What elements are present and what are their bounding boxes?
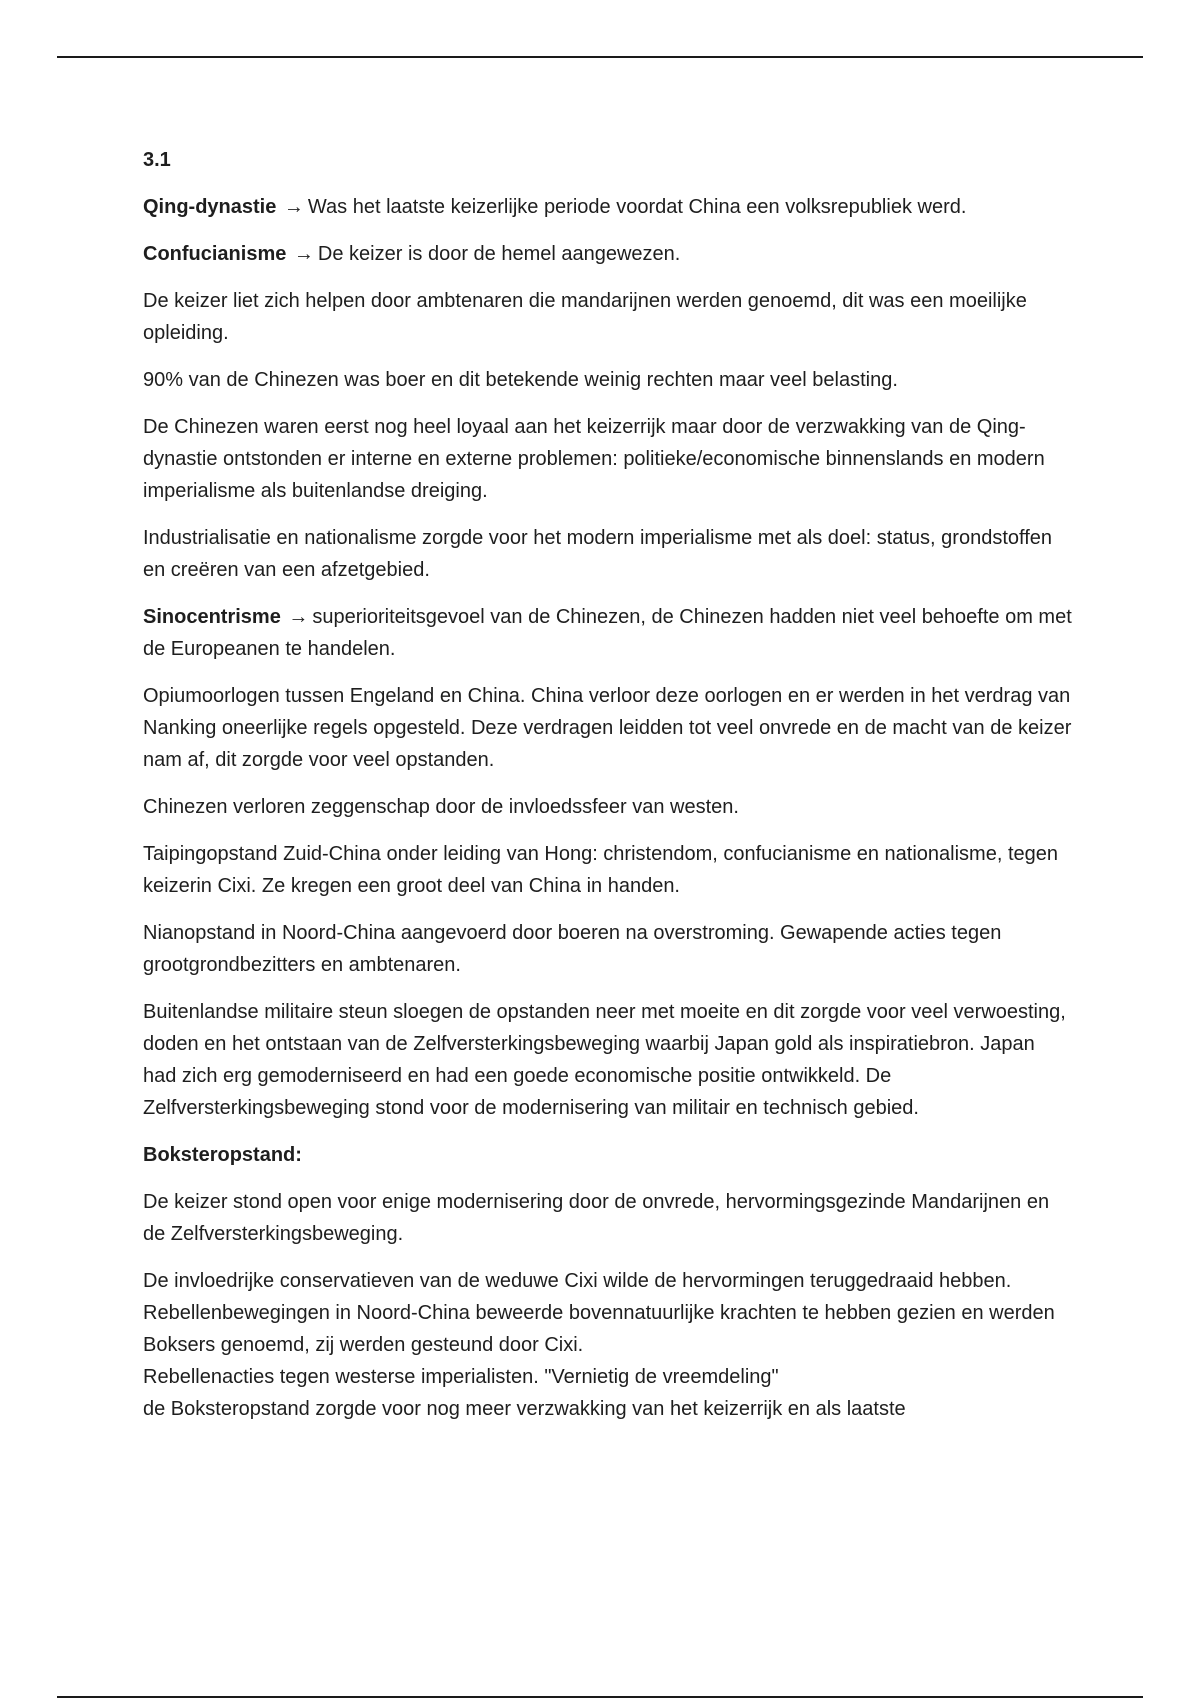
definition-text: Was het laatste keizerlijke periode voordat China een volksrepubliek werd. (307, 196, 967, 218)
boxer-heading: Boksteropstand: (143, 1144, 302, 1166)
paragraph-nianopstand: Nianopstand in Noord-China aangevoerd door boeren na overstroming. Gewapende acties tegen grootgrondbezitters en ambtenaren. (143, 922, 1002, 976)
paragraph-industrialisatie: Industrialisatie en nationalisme zorgde voor het modern imperialisme met als doel: status, grondstoffen en creëren van een afzetgebied. (143, 527, 1052, 581)
paragraph-boxer-details (143, 1265, 1073, 1425)
page-footer-rule (57, 1696, 1143, 1698)
page-header-rule (57, 56, 1143, 58)
text-line: Rebellenacties tegen westerse imperialisten. "Vernietig de vreemdeling" (143, 1366, 779, 1388)
section-number: 3.1 (143, 149, 171, 171)
text-line: Rebellenbewegingen in Noord-China beweerde bovennatuurlijke krachten te hebben gezien en werden Boksers genoemd, zij werden gesteund door Cixi. (143, 1302, 1055, 1356)
arrow-right-icon: → (283, 196, 304, 218)
definition-text: De keizer is door de hemel aangewezen. (317, 243, 681, 265)
paragraph-taipingopstand: Taipingopstand Zuid-China onder leiding van Hong: christendom, confucianisme en nationalisme, tegen keizerin Cixi. Ze kregen een groot deel van China in handen. (143, 843, 1058, 897)
paragraph-opiumoorlogen: Opiumoorlogen tussen Engeland en China. China verloor deze oorlogen en er werden in het verdrag van Nanking oneerlijke regels opgesteld. Deze verdragen leidden tot veel onvrede en de macht van de keizer nam af, dit zorgde voor veel opstanden. (143, 685, 1072, 771)
paragraph-invloedssfeer: Chinezen verloren zeggenschap door de invloedssfeer van westen. (143, 796, 739, 818)
definition-sinocentrisme (143, 601, 1073, 665)
paragraph-boxer-modernisering: De keizer stond open voor enige modernisering door de onvrede, hervormingsgezinde Mandarijnen en de Zelfversterkingsbeweging. (143, 1191, 1050, 1245)
arrow-right-icon: → (293, 243, 314, 265)
arrow-right-icon: → (288, 606, 309, 628)
definition-term: Sinocentrisme (143, 606, 281, 628)
paragraph-mandarijnen: De keizer liet zich helpen door ambtenaren die mandarijnen werden genoemd, dit was een moeilijke opleiding. (143, 290, 1027, 344)
definition-term: Qing-dynastie (143, 196, 277, 218)
definition-confucianisme (143, 238, 1073, 270)
document-body (143, 144, 1073, 1440)
text-line: de Boksteropstand zorgde voor nog meer verzwakking van het keizerrijk en als laatste (143, 1398, 906, 1420)
definition-term: Confucianisme (143, 243, 287, 265)
paragraph-boeren: 90% van de Chinezen was boer en dit betekende weinig rechten maar veel belasting. (143, 369, 898, 391)
definition-qing (143, 191, 1073, 223)
definition-text: superioriteitsgevoel van de Chinezen, de Chinezen hadden niet veel behoefte om met de Europeanen te handelen. (143, 606, 1072, 660)
text-line: De invloedrijke conservatieven van de weduwe Cixi wilde de hervormingen teruggedraaid hebben. (143, 1270, 1012, 1292)
paragraph-zelfversterking: Buitenlandse militaire steun sloegen de opstanden neer met moeite en dit zorgde voor veel verwoesting, doden en het ontstaan van de Zelfversterkingsbeweging waarbij Japan gold als inspiratiebron. Japan had zich erg gemoderniseerd en had een goede economische positie ontwikkeld. De Zelfversterkingsbeweging stond voor de modernisering van militair en technisch gebied. (143, 1001, 1066, 1119)
paragraph-verzwakking: De Chinezen waren eerst nog heel loyaal aan het keizerrijk maar door de verzwakking van de Qing-dynastie ontstonden er interne en externe problemen: politieke/economische binnenslands en modern imperialisme als buitenlandse dreiging. (143, 416, 1045, 502)
